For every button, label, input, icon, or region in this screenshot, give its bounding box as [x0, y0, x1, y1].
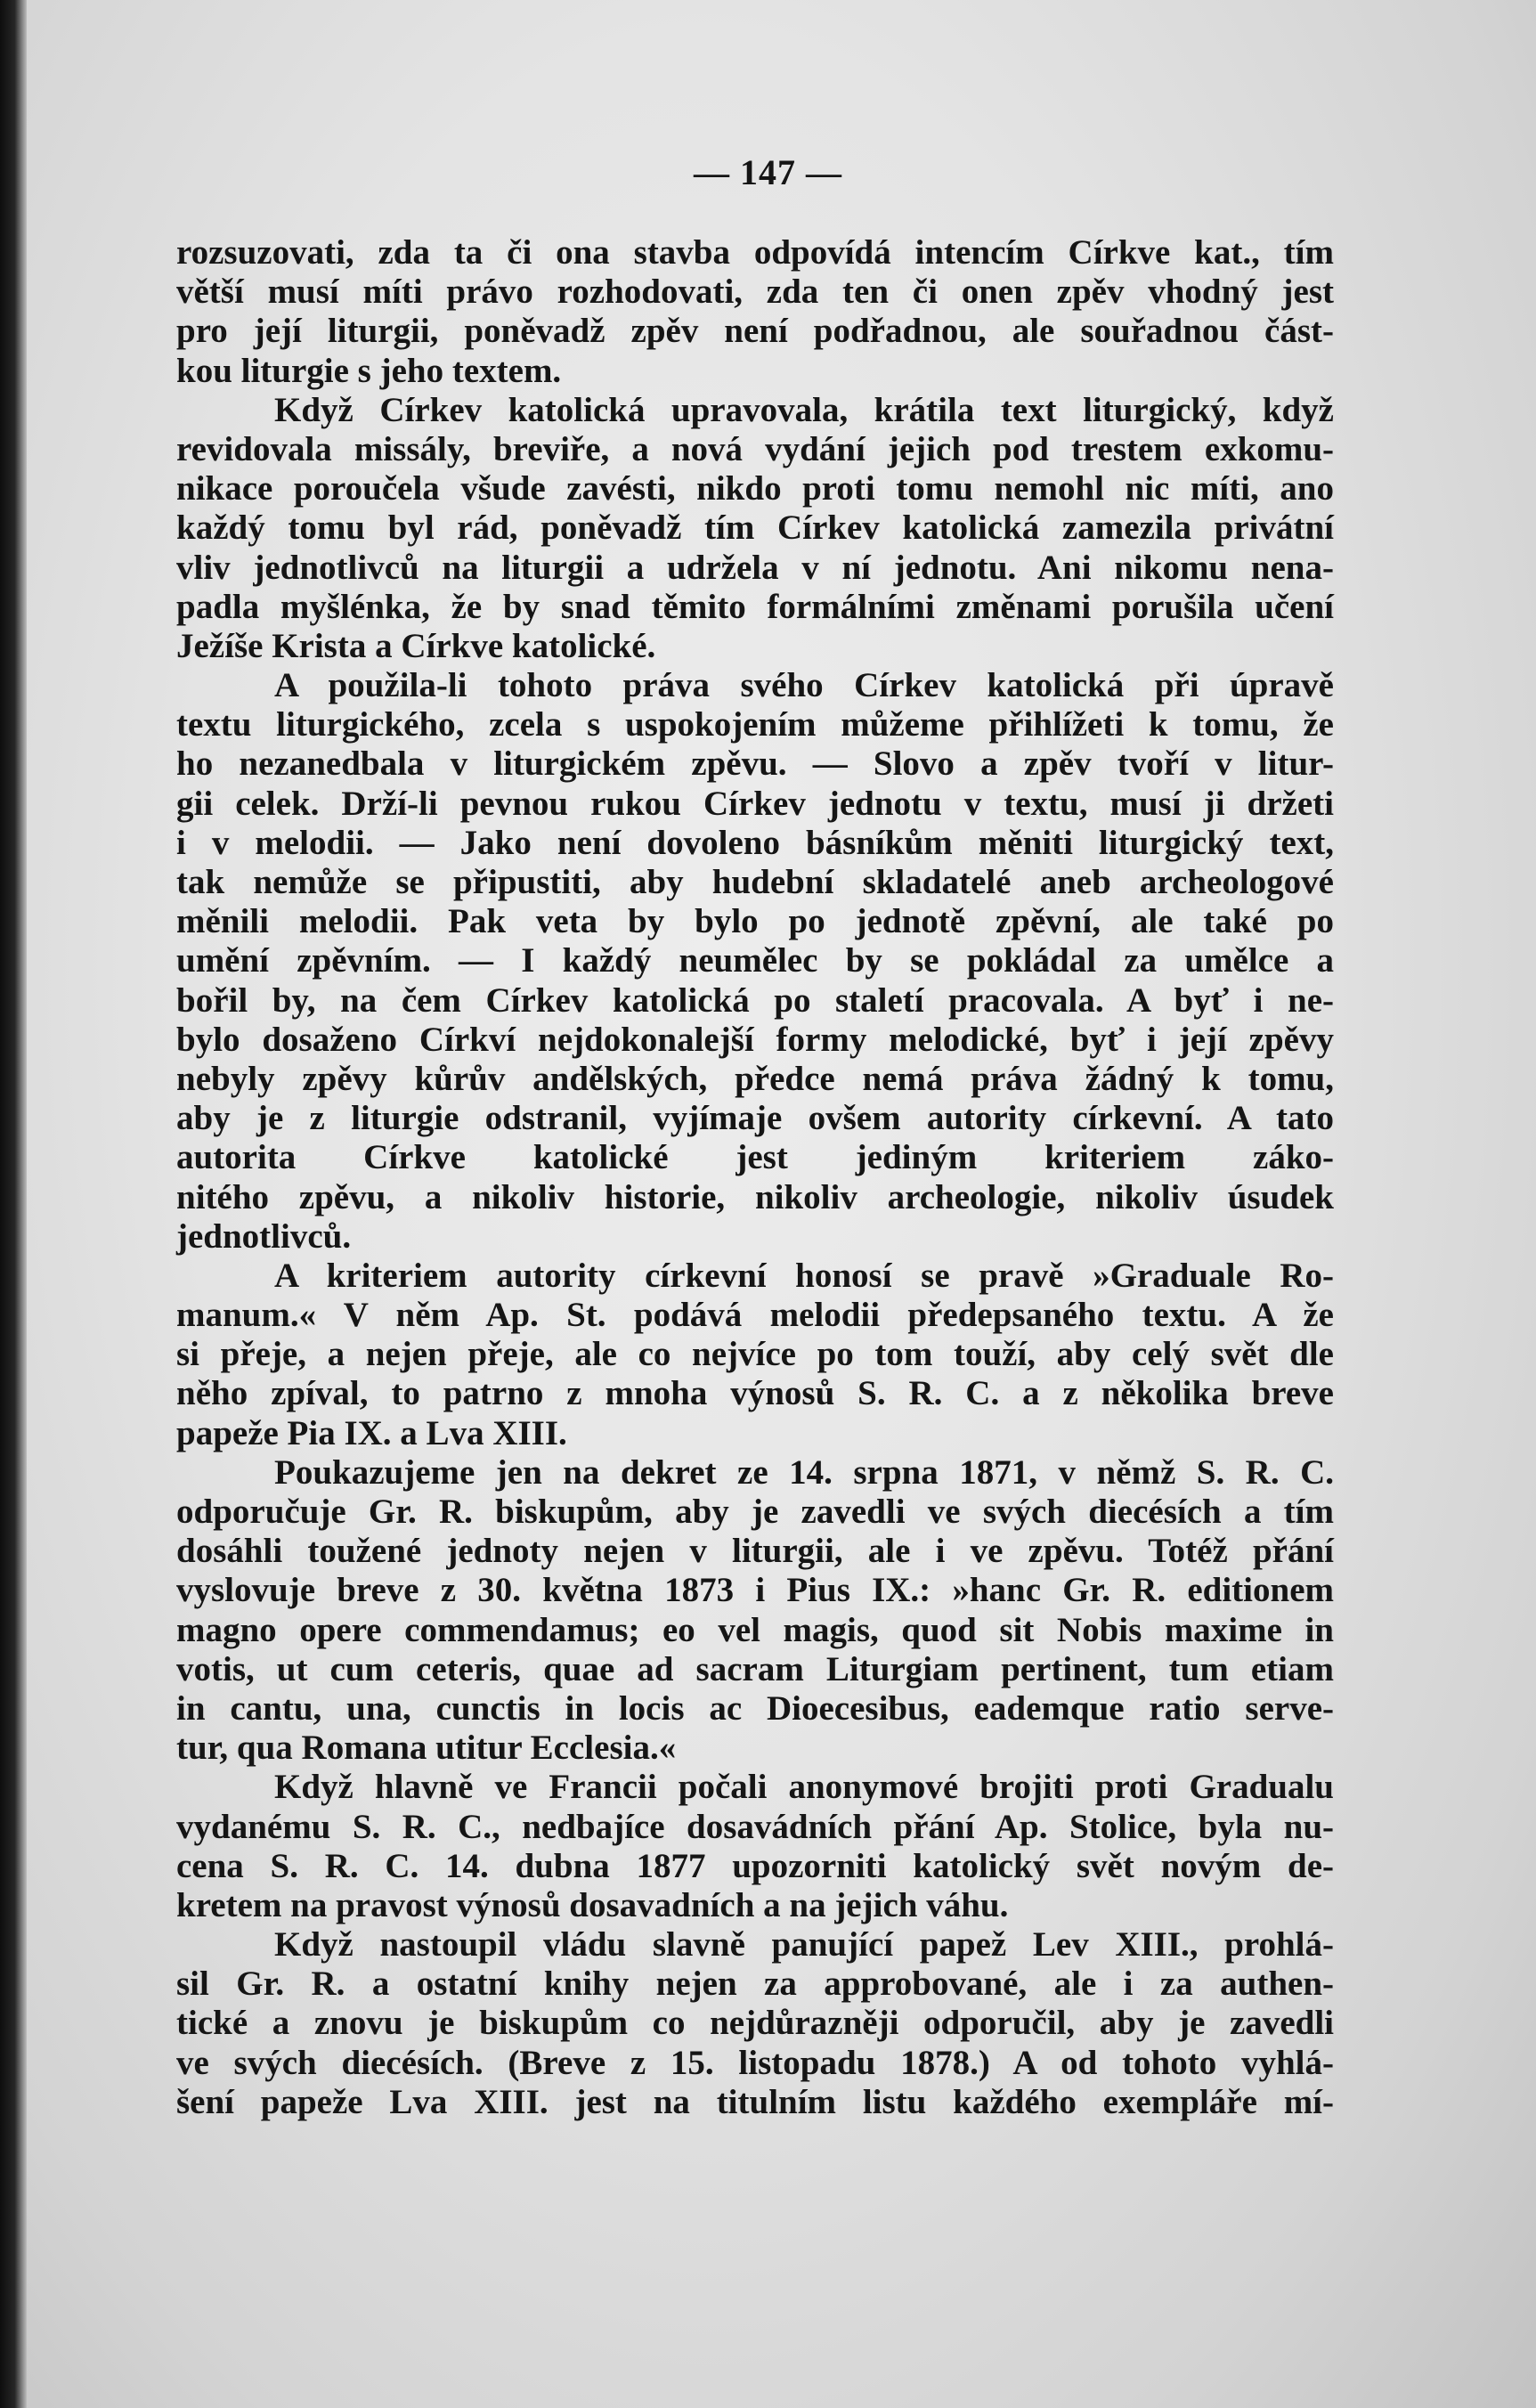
text-line: textu liturgického, zcela s uspokojením můžeme přihlížeti k tomu, že	[176, 705, 1334, 744]
text-line: něho zpíval, to patrno z mnoha výnosů S. R. C. a z několika breve	[176, 1374, 1334, 1413]
text-line: papeže Pia IX. a Lva XIII.	[176, 1413, 567, 1452]
text-line: větší musí míti právo rozhodovati, zda ten či onen zpěv vhodný jest	[176, 273, 1334, 312]
text-line: A kriteriem autority církevní honosí se pravě »Graduale Ro-	[274, 1256, 1334, 1295]
text-line: Když nastoupil vládu slavně panující papež Lev XIII., prohlá-	[274, 1925, 1334, 1965]
text-line: umění zpěvním. — I každý neumělec by se pokládal za umělce a	[176, 941, 1334, 980]
text-line: kou liturgie s jeho textem.	[176, 351, 562, 390]
body-text	[176, 233, 1334, 2122]
text-line: tur, qua Romana utitur Ecclesia.«	[176, 1729, 677, 1768]
text-line: bylo dosaženo Církví nejdokonalejší formy melodické, byť i její zpěvy	[176, 1020, 1334, 1059]
text-line: sil Gr. R. a ostatní knihy nejen za approbované, ale i za authen-	[176, 1965, 1334, 2004]
text-line: dosáhli toužené jednoty nejen v liturgii, ale i ve zpěvu. Totéž přání	[176, 1532, 1334, 1571]
text-line: nebyly zpěvy kůrův andělských, předce nemá práva žádný k tomu,	[176, 1059, 1334, 1098]
text-line: nitého zpěvu, a nikoliv historie, nikoliv archeologie, nikoliv úsudek	[176, 1177, 1334, 1216]
text-line: Poukazujeme jen na dekret ze 14. srpna 1871, v němž S. R. C.	[274, 1452, 1334, 1492]
text-line: vyslovuje breve z 30. května 1873 i Pius IX.: »hanc Gr. R. editionem	[176, 1571, 1334, 1610]
text-line: tické a znovu je biskupům co nejdůrazněji odporučil, aby je zavedli	[176, 2004, 1334, 2043]
text-line: vliv jednotlivců na liturgii a udržela v ní jednotu. Ani nikomu nena-	[176, 548, 1334, 587]
text-line: bořil by, na čem Církev katolická po staletí pracovala. A byť i ne-	[176, 980, 1334, 1020]
text-line: rozsuzovati, zda ta či ona stavba odpovídá intencím Církve kat., tím	[176, 233, 1334, 272]
text-line: Když hlavně ve Francii počali anonymové brojiti proti Gradualu	[274, 1768, 1334, 1807]
text-line: Ježíše Krista a Církve katolické.	[176, 626, 656, 665]
text-line: cena S. R. C. 14. dubna 1877 upozorniti katolický svět novým de-	[176, 1846, 1334, 1885]
text-line: měnili melodii. Pak veta by bylo po jednotě zpěvní, ale také po	[176, 902, 1334, 941]
text-line: jednotlivců.	[176, 1216, 352, 1256]
text-line: i v melodii. — Jako není dovoleno básníkům měniti liturgický text,	[176, 823, 1334, 862]
text-line: A použila-li tohoto práva svého Církev katolická při úpravě	[274, 666, 1334, 705]
text-line: nikace poroučela všude zavésti, nikdo proti tomu nemohl nic míti, ano	[176, 469, 1334, 508]
text-line: ho nezanedbala v liturgickém zpěvu. — Slovo a zpěv tvoří v litur-	[176, 744, 1334, 784]
text-line: Když Církev katolická upravovala, krátila text liturgický, když	[274, 390, 1334, 429]
text-line: in cantu, una, cunctis in locis ac Dioecesibus, eademque ratio serve-	[176, 1688, 1334, 1728]
text-line: aby je z liturgie odstranil, vyjímaje ovšem autority církevní. A tato	[176, 1099, 1334, 1138]
text-line: revidovala missály, breviře, a nová vydání jejich pod trestem exkomu-	[176, 429, 1334, 468]
text-line: každý tomu byl rád, poněvadž tím Církev katolická zamezila privátní	[176, 508, 1334, 548]
text-line: pro její liturgii, poněvadž zpěv není podřadnou, ale souřadnou část-	[176, 312, 1334, 351]
text-line: vydanému S. R. C., nedbajíce dosavádních přání Ap. Stolice, byla nu-	[176, 1807, 1334, 1846]
text-line: ve svých diecésích. (Breve z 15. listopadu 1878.) A od tohoto vyhlá-	[176, 2043, 1334, 2082]
text-line: autorita Církve katolické jest jediným kriteriem záko-	[176, 1138, 1334, 1177]
text-line: odporučuje Gr. R. biskupům, aby je zavedli ve svých diecésích a tím	[176, 1493, 1334, 1531]
text-line: padla myšlénka, že by snad těmito formálními změnami porušila učení	[176, 587, 1334, 626]
text-line: šení papeže Lva XIII. jest na titulním listu každého exempláře mí-	[176, 2082, 1334, 2121]
text-line: gii celek. Drží-li pevnou rukou Církev jednotu v textu, musí ji držeti	[176, 784, 1334, 823]
text-line: manum.« V něm Ap. St. podává melodii předepsaného textu. A že	[176, 1296, 1334, 1335]
page-number: — 147 —	[694, 152, 842, 192]
text-line: si přeje, a nejen přeje, ale co nejvíce po tom touží, aby celý svět dle	[176, 1335, 1334, 1374]
text-line: magno opere commendamus; eo vel magis, quod sit Nobis maxime in	[176, 1610, 1334, 1649]
text-line: votis, ut cum ceteris, quae ad sacram Liturgiam pertinent, tum etiam	[176, 1649, 1334, 1688]
text-line: kretem na pravost výnosů dosavadních a na jejich váhu.	[176, 1885, 1009, 1924]
text-line: tak nemůže se připustiti, aby hudební skladatelé aneb archeologové	[176, 863, 1334, 901]
scan-left-edge	[0, 0, 27, 2408]
